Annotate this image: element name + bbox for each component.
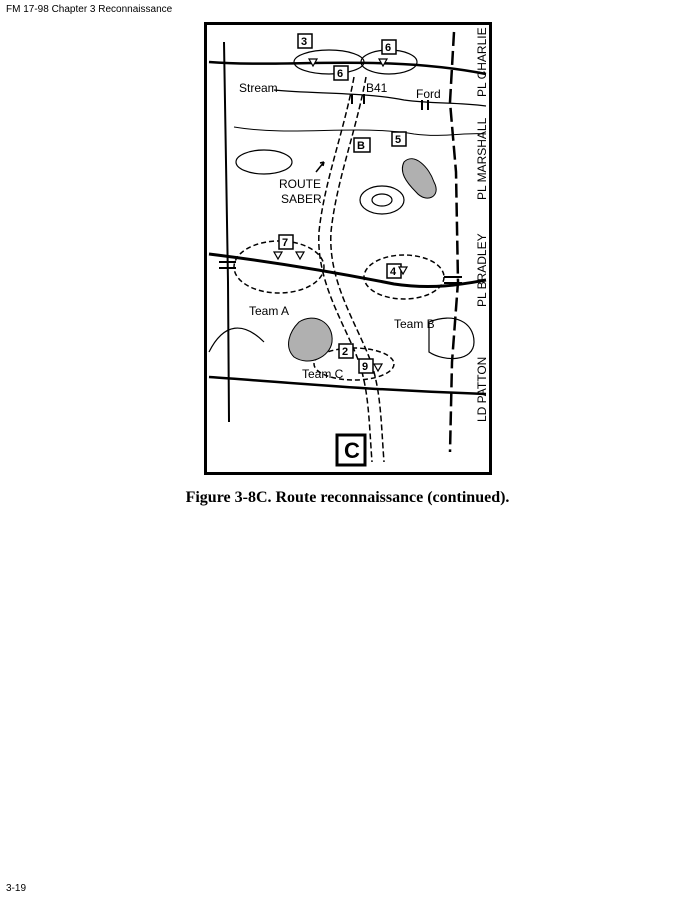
svg-text:C: C <box>344 438 360 463</box>
svg-text:Ford: Ford <box>416 87 441 101</box>
svg-text:3: 3 <box>301 36 308 48</box>
svg-text:9: 9 <box>362 361 369 373</box>
svg-text:Team B: Team B <box>394 317 435 331</box>
svg-text:Team C: Team C <box>302 367 344 381</box>
svg-text:6: 6 <box>337 68 344 80</box>
svg-text:2: 2 <box>342 346 349 358</box>
svg-text:Team A: Team A <box>249 304 290 318</box>
svg-text:B: B <box>357 140 365 152</box>
svg-text:PL BRADLEY: PL BRADLEY <box>475 233 489 307</box>
svg-text:SABER: SABER <box>281 192 322 206</box>
route-recon-map <box>204 22 492 475</box>
svg-text:6: 6 <box>385 42 392 54</box>
page-header: FM 17-98 Chapter 3 Reconnaissance <box>6 4 173 15</box>
svg-text:ROUTE: ROUTE <box>279 177 321 191</box>
svg-text:Stream: Stream <box>239 81 278 95</box>
page-number: 3-19 <box>6 883 27 894</box>
svg-text:PL MARSHALL: PL MARSHALL <box>475 117 489 200</box>
svg-text:B41: B41 <box>366 81 388 95</box>
svg-text:LD PATTON: LD PATTON <box>475 356 489 422</box>
svg-text:7: 7 <box>282 237 289 249</box>
svg-text:PL CHARLIE: PL CHARLIE <box>475 27 489 97</box>
map-svg <box>204 22 492 475</box>
svg-text:4: 4 <box>390 266 397 278</box>
svg-text:5: 5 <box>395 134 402 146</box>
figure-caption: Figure 3-8C. Route reconnaissance (continued). <box>185 489 510 506</box>
